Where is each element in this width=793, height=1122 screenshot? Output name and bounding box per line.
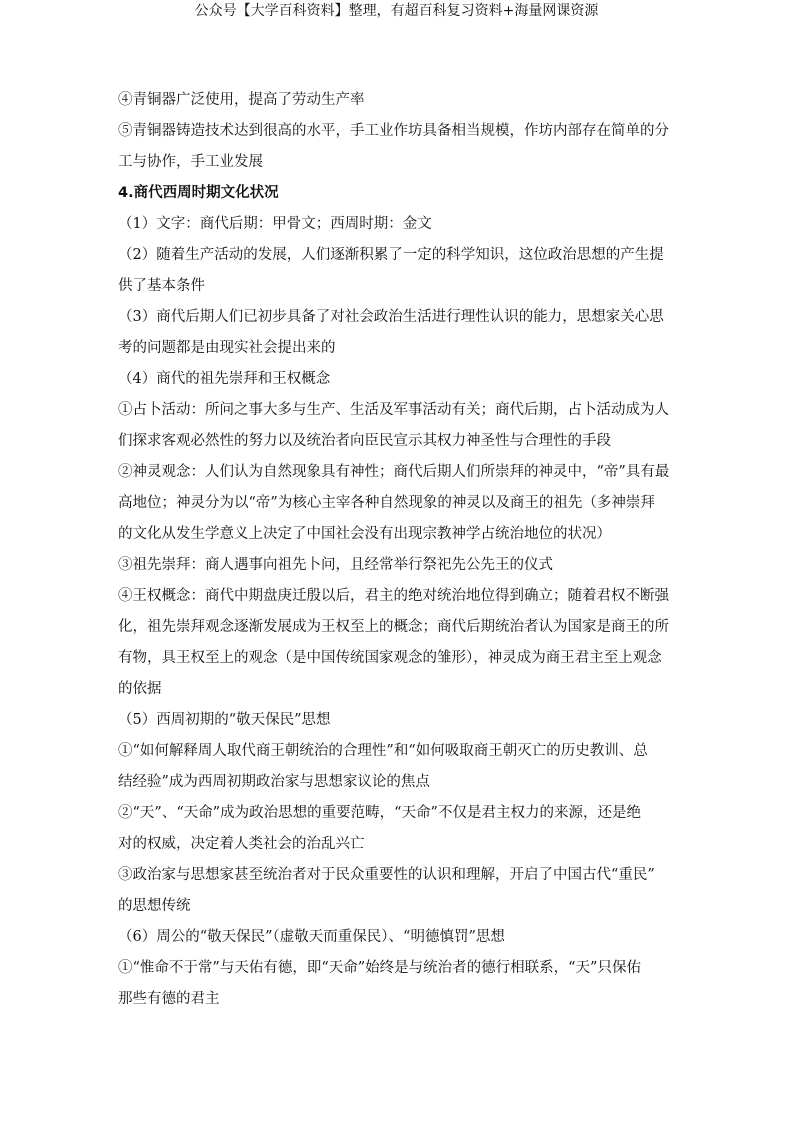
- text-line: 的依据: [118, 681, 162, 697]
- text-line: 高地位；神灵分为以“帝”为核心主宰各种自然现象的神灵以及商王的祖先（多神崇拜: [118, 495, 655, 511]
- text-line: 那些有德的君主: [118, 991, 220, 1007]
- text-line: ①占卜活动：所问之事大多与生产、生活及军事活动有关；商代后期，占卜活动成为人: [118, 402, 669, 418]
- text-line: ②“天”、“天命”成为政治思想的重要范畴，“天命”不仅是君主权力的来源，还是绝: [118, 805, 641, 821]
- text-line: ⑤青铜器铸造技术达到很高的水平，手工业作坊具备相当规模，作坊内部存在简单的分: [118, 123, 669, 139]
- document-body: [118, 85, 680, 1015]
- text-line: 供了基本条件: [118, 278, 205, 294]
- text-line: （5）西周初期的“敬天保民”思想: [118, 712, 331, 728]
- text-line: ④青铜器广泛使用，提高了劳动生产率: [118, 92, 365, 108]
- text-line: （6）周公的“敬天保民”（虚敬天而重保民）、“明德慎罚”思想: [118, 929, 505, 945]
- text-line: ④王权概念：商代中期盘庚迁殷以后，君主的绝对统治地位得到确立；随着君权不断强: [118, 588, 669, 604]
- text-line: 考的问题都是由现实社会提出来的: [118, 340, 336, 356]
- text-line: 们探求客观必然性的努力以及统治者向臣民宣示其权力神圣性与合理性的手段: [118, 433, 611, 449]
- text-line: 的思想传统: [118, 898, 191, 914]
- text-line: （1）文字：商代后期：甲骨文；西周时期：金文: [118, 216, 432, 232]
- text-line: 工与协作，手工业发展: [118, 154, 263, 170]
- text-line: ①“如何解释周人取代商王朝统治的合理性”和“如何吸取商王朝灭亡的历史教训、总: [118, 743, 648, 759]
- text-line: ③祖先崇拜：商人遇事向祖先卜问，且经常举行祭祀先公先王的仪式: [118, 557, 553, 573]
- text-line: 结经验”成为西周初期政治家与思想家议论的焦点: [118, 774, 430, 790]
- page-header: 公众号【大学百科资料】整理，有超百科复习资料+海量网课资源: [194, 3, 599, 19]
- text-line: （3）商代后期人们已初步具备了对社会政治生活进行理性认识的能力，思想家关心思: [118, 309, 664, 325]
- text-line: 有物，具王权至上的观念（是中国传统国家观念的雏形），神灵成为商王君主至上观念: [118, 650, 662, 666]
- text-line: （4）商代的祖先崇拜和王权概念: [118, 371, 331, 387]
- text-line: 的文化从发生学意义上决定了中国社会没有出现宗教神学占统治地位的状况）: [118, 526, 611, 542]
- text-line: （2）随着生产活动的发展，人们逐渐积累了一定的科学知识，这位政治思想的产生提: [118, 247, 664, 263]
- section-heading: 4.商代西周时期文化状况: [118, 185, 279, 201]
- text-line: 化，祖先崇拜观念逐渐发展成为王权至上的概念；商代后期统治者认为国家是商王的所: [118, 619, 669, 635]
- text-line: ③政治家与思想家甚至统治者对于民众重要性的认识和理解，开启了中国古代“重民”: [118, 867, 655, 883]
- text-line: ①“惟命不于常”与天佑有德，即“天命”始终是与统治者的德行相联系，“天”只保佑: [118, 960, 641, 976]
- text-line: 对的权威，决定着人类社会的治乱兴亡: [118, 836, 365, 852]
- text-line: ②神灵观念：人们认为自然现象具有神性；商代后期人们所崇拜的神灵中，“帝”具有最: [118, 464, 670, 480]
